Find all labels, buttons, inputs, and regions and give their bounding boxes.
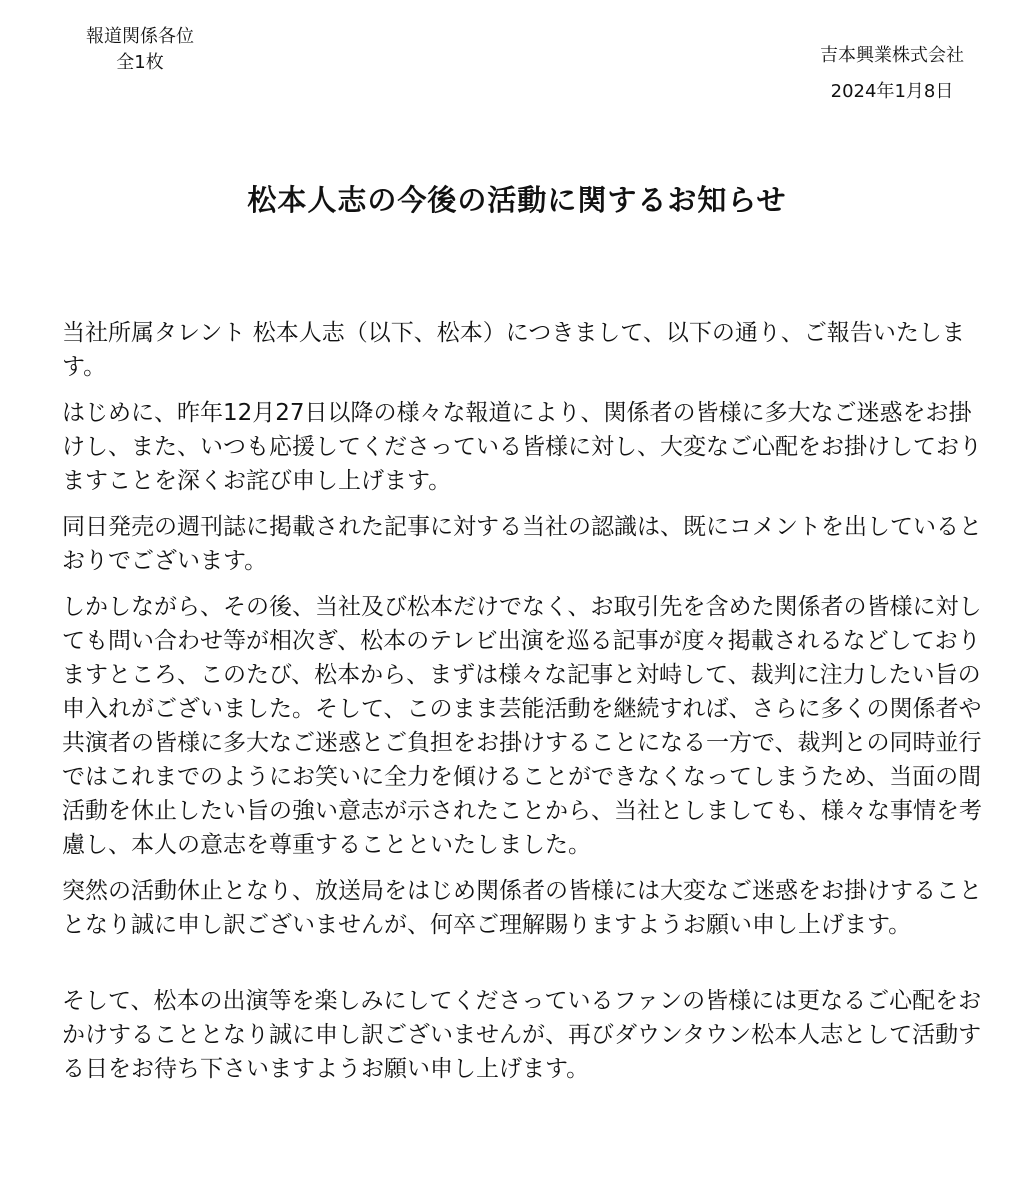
paragraph-suspension: 突然の活動休止となり、放送局をはじめ関係者の皆様には大変なご迷惑をお掛けすることとなり誠に申し訳ございませんが、何卒ご理解賜りますようお願い申し上げます。 — [62, 878, 982, 938]
header-recipient-block — [70, 24, 210, 76]
paragraph-fans: そして、松本の出演等を楽しみにしてくださっているファンの皆様には更なるご心配をおかけすることとなり誠に申し訳ございませんが、再びダウンタウン松本人志として活動する日をお待ち下さいますようお願い申し上げます。 — [62, 988, 982, 1082]
recipient-line: 報道関係各位 — [86, 26, 194, 47]
page-count-line: 全1枚 — [116, 52, 164, 73]
paragraph-circumstances: しかしながら、その後、当社及び松本だけでなく、お取引先を含めた関係者の皆様に対しても問い合わせ等が相次ぎ、松本のテレビ出演を巡る記事が度々掲載されるなどしておりますところ、このたび、松本から、まずは様々な記事と対峙して、裁判に注力したい旨の申入れがございました。そして、このまま芸能活動を継続すれば、さらに多くの関係者や共演者の皆様に多大なご迷惑とご負担をお掛けすることになる一方で、裁判との同時並行ではこれまでのようにお笑いに全力を傾けることができなくなってしまうため、当面の間活動を休止したい旨の強い意志が示されたことから、当社としましても、様々な事情を考慮し、本人の意志を尊重することといたしました。 — [62, 594, 982, 858]
paragraph-apology: はじめに、昨年12月27日以降の様々な報道により、関係者の皆様に多大なご迷惑をお掛けし、また、いつも応援してくださっている皆様に対し、大変なご心配をお掛けしておりますことを深くお詫び申し上げます。 — [62, 400, 982, 494]
document-title: 松本人志の今後の活動に関するお知らせ — [247, 183, 787, 217]
issue-date: 2024年1月8日 — [830, 81, 954, 102]
header-sender-block — [820, 38, 964, 110]
paragraph-stance: 同日発売の週刊誌に掲載された記事に対する当社の認識は、既にコメントを出しているとおりでございます。 — [62, 514, 982, 574]
document-body — [62, 316, 982, 1098]
paragraph-intro: 当社所属タレント 松本人志（以下、松本）につきまして、以下の通り、ご報告いたします。 — [62, 320, 965, 380]
company-name: 吉本興業株式会社 — [820, 45, 964, 66]
